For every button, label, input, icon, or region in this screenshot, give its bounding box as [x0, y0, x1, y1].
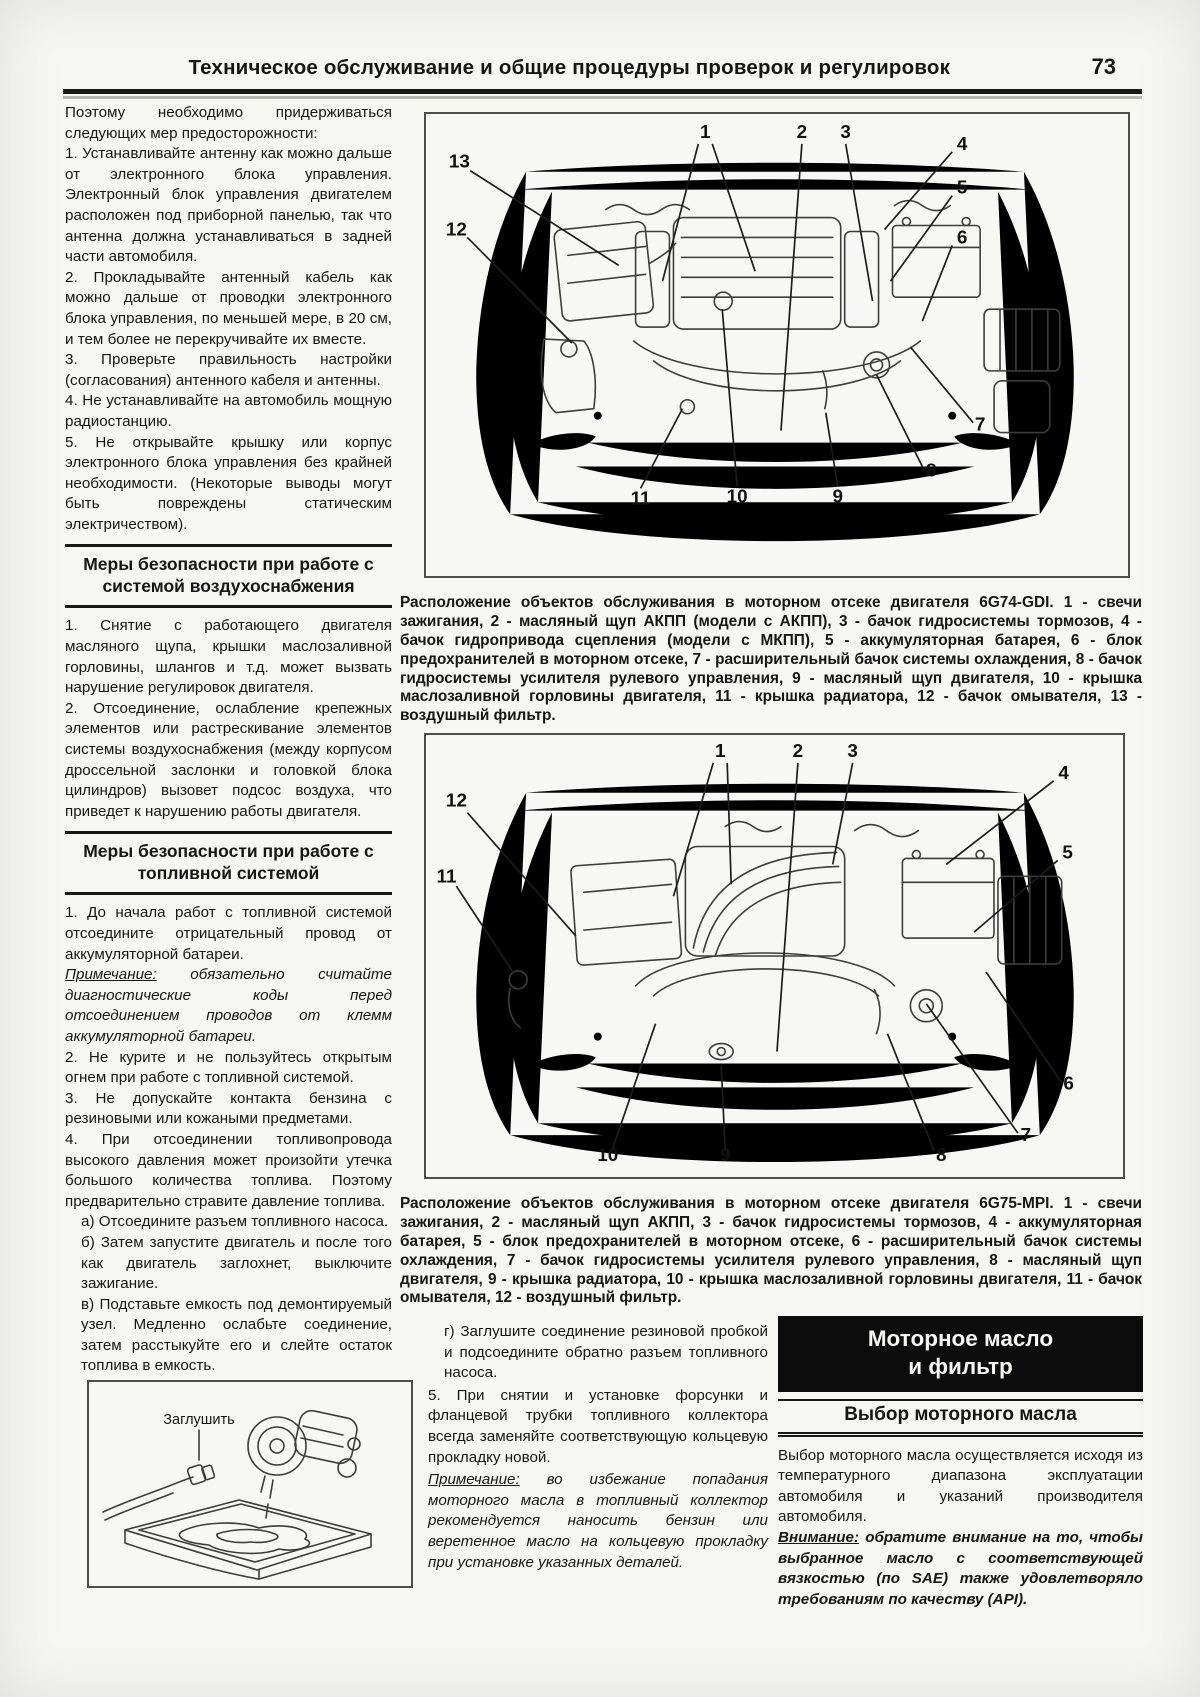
page-header [65, 54, 1142, 80]
fuel-item-5: 5. При снятии и установке форсунки и фланцевой трубки топливного коллектора всегда заменяйте соответствующую кольцевую прокладку новой. [428, 1386, 768, 1466]
figure-fuel-drain [87, 1380, 413, 1588]
drain-figure-label: Заглушить [163, 1412, 235, 1428]
svg-text:9: 9 [832, 486, 843, 508]
header-rule [63, 89, 1142, 99]
air-item-2: 2. Отсоединение, ослабление крепежных элементов или растрескивание элементов системы воздухоснабжения (между корпусом дроссельной заслонки и головкой блока цилиндров) вызовет подсос воздуха, что приведет к нарушению работы двигателя. [65, 699, 392, 820]
svg-text:5: 5 [956, 177, 968, 199]
svg-text:1: 1 [714, 740, 726, 762]
svg-text:11: 11 [436, 866, 457, 888]
antenna-item-5: 5. Не открывайте крышку или корпус электронного блока управления без крайней необходимости. (Некоторые выводы могут быть повреждены статическим электричеством). [65, 433, 392, 533]
svg-text:6: 6 [956, 227, 968, 249]
svg-text:2: 2 [796, 121, 808, 143]
fuel-item-2: 2. Не курите и не пользуйтесь открытым огнем при работе с топливной системой. [65, 1048, 392, 1087]
warning-label: Внимание: [778, 1528, 860, 1546]
intro-paragraph: Поэтому необходимо придерживаться следующих мер предосторожности: [65, 104, 392, 142]
subsection-heading-oil-choice: Выбор моторного масла [778, 1399, 1143, 1437]
note-label: Примечание: [65, 966, 157, 984]
svg-text:1: 1 [700, 121, 711, 143]
section-heading-air-system: Меры безопасности при работе с системой воздухоснабжения [65, 544, 392, 608]
note-text: во избежание попадания моторного масла в топливный коллектор рекомендуется наносить бензин или веретенное масло на кольцевую прокладку при установке указанных деталей. [428, 1471, 768, 1571]
svg-text:6: 6 [1063, 1073, 1074, 1095]
svg-text:8: 8 [926, 460, 937, 482]
fuel-item-3: 3. Не допускайте контакта бензина с резиновыми или кожаными предметами. [65, 1089, 392, 1128]
bottom-right-column [778, 1316, 1143, 1610]
figure-engine-bay-6g75 [424, 733, 1125, 1179]
svg-text:10: 10 [726, 486, 748, 508]
section-banner-engine-oil [778, 1316, 1143, 1392]
fuel-substep-v: в) Подставьте емкость под демонтируемый узел. Медленно ослабьте соединение, затем расстыкуйте его и слейте остаток топлива в емкость. [81, 1295, 392, 1375]
oil-warning [778, 1528, 1143, 1610]
svg-text:12: 12 [445, 790, 467, 812]
figure-engine-bay-6g74 [424, 112, 1130, 578]
svg-text:4: 4 [956, 133, 968, 155]
section-heading-fuel-system: Меры безопасности при работе с топливной системой [65, 831, 392, 895]
svg-text:3: 3 [840, 121, 851, 143]
left-column [65, 103, 392, 1377]
svg-text:3: 3 [847, 740, 858, 762]
figure2-caption: Расположение объектов обслуживания в моторном отсеке двигателя 6G75-MPI. 1 - свечи зажигания, 2 - масляный щуп АКПП, 3 - бачок гидросистемы тормозов, 4 - аккумуляторная батарея, 5 - блок предохранителей в моторном отсеке, 6 - расширительный бачок системы охлаждения, 7 - бачок гидросистемы усилителя рулевого управления, 8 - масляный щуп двигателя, 9 - крышка радиатора, 10 - крышка маслозаливной горловины двигателя, 11 - бачок омывателя, 12 - воздушный фильтр. [400, 1195, 1142, 1307]
antenna-item-3: 3. Проверьте правильность настройки (согласования) антенного кабеля и антенны. [65, 351, 392, 389]
fuel-item-4: 4. При отсоединении топливопровода высокого давления может произойти утечка большого количества топлива. Поэтому предварительно стравите давление топлива. [65, 1130, 392, 1210]
svg-text:7: 7 [974, 414, 986, 436]
injector-note [428, 1470, 768, 1573]
note-label: Примечание: [428, 1471, 520, 1489]
engine-bay-sketch-6g74 [426, 114, 1124, 572]
drain-illustration [89, 1382, 407, 1582]
banner-line1: Моторное масло [867, 1326, 1054, 1351]
svg-text:12: 12 [445, 219, 467, 241]
fuel-substep-b: б) Затем запустите двигатель и после того как двигатель заглохнет, выключите зажигание. [81, 1233, 392, 1293]
banner-line2: и фильтр [908, 1354, 1013, 1379]
warning-text: обратите внимание на то, чтобы выбранное масло с соответствующей вязкостью (по SAE) также удовлетворяло требованиям по качеству (API). [778, 1528, 1143, 1608]
fuel-item-1: 1. До начала работ с топливной системой отсоедините отрицательный провод от аккумуляторной батареи. [65, 904, 392, 963]
oil-choice-paragraph: Выбор моторного масла осуществляется исходя из температурного диапазона эксплуатации автомобиля и указаний производителя автомобиля. [778, 1446, 1143, 1526]
bottom-middle-column [428, 1322, 768, 1575]
antenna-item-1: 1. Устанавливайте антенну как можно дальше от электронного блока управления. Электронный блок управления двигателем расположен под приборной панелью, так что антенна должна устанавливаться в задней части автомобиля. [65, 145, 392, 266]
antenna-item-2: 2. Прокладывайте антенный кабель как можно дальше от проводки электронного блока управления, по меньшей мере, в 20 см, и тем более не перекручивайте их вместе. [65, 268, 392, 348]
fuel-substep-g: г) Заглушите соединение резиновой пробкой и подсоедините обратно разъем топливного насоса. [444, 1323, 768, 1382]
fuel-substep-a: а) Отсоедините разъем топливного насоса. [81, 1213, 389, 1231]
note-text: обязательно считайте диагностические коды перед отсоединением проводов от клемм аккумуляторной батареи. [65, 966, 392, 1045]
page-number: 73 [1091, 54, 1116, 79]
svg-text:10: 10 [597, 1145, 619, 1167]
fuel-note [65, 965, 392, 1047]
svg-text:11: 11 [630, 488, 651, 510]
svg-text:8: 8 [935, 1145, 947, 1167]
page-title: Техническое обслуживание и общие процедуры проверок и регулировок [188, 56, 951, 79]
svg-text:9: 9 [719, 1145, 731, 1167]
svg-text:2: 2 [792, 740, 804, 762]
svg-text:5: 5 [1062, 842, 1073, 864]
engine-bay-sketch-6g75 [426, 735, 1119, 1173]
antenna-item-4: 4. Не устанавливайте на автомобиль мощную радиостанцию. [65, 392, 392, 430]
svg-text:13: 13 [448, 151, 470, 173]
figure1-caption: Расположение объектов обслуживания в моторном отсеке двигателя 6G74-GDI. 1 - свечи зажигания, 2 - масляный щуп АКПП (модели с АКПП), 3 - бачок гидросистемы тормозов, 4 - бачок гидропривода сцепления (модели с МКПП), 5 - аккумуляторная батарея, 6 - блок предохранителей в моторном отсеке, 7 - расширительный бачок системы охлаждения, 8 - бачок гидросистемы усилителя рулевого управления, 9 - масляный щуп двигателя, 10 - крышка маслозаливной горловины двигателя, 11 - крышка радиатора, 12 - бачок омывателя, 13 - воздушный фильтр. [400, 594, 1142, 725]
svg-text:4: 4 [1058, 762, 1069, 784]
svg-text:7: 7 [1020, 1125, 1032, 1147]
air-item-1: 1. Снятие с работающего двигателя масляного щупа, крышки маслозаливной горловины, шлангов и т.д. может вызвать нарушение регулировок двигателя. [65, 617, 392, 697]
